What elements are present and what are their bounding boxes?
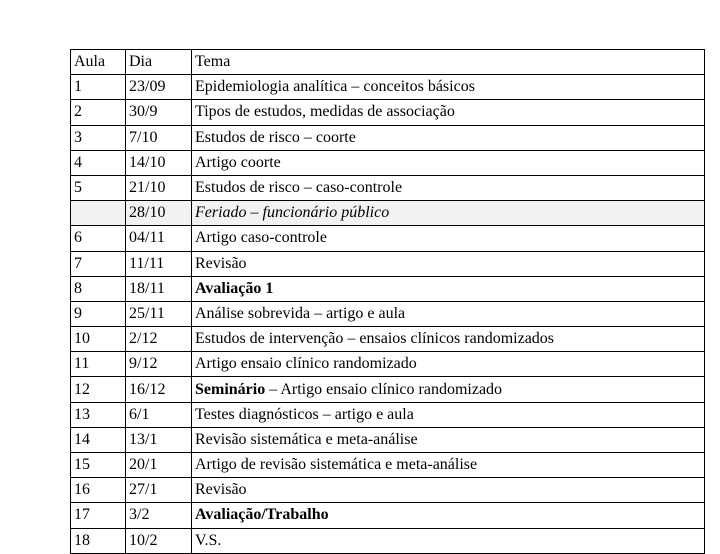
table-row: [71, 528, 705, 553]
tema-text: Artigo caso-controle: [195, 229, 327, 247]
cell-tema: [192, 301, 705, 326]
cell-aula: 2: [71, 100, 126, 125]
tema-text: Estudos de risco – coorte: [195, 128, 356, 146]
cell-tema: [192, 100, 705, 125]
header-aula: Aula: [71, 50, 126, 75]
tema-emphasis: Avaliação/Trabalho: [195, 506, 329, 524]
table-row: [71, 125, 705, 150]
cell-tema: [192, 226, 705, 251]
cell-tema: [192, 201, 705, 226]
tema-text: Artigo ensaio clínico randomizado: [195, 355, 417, 373]
table-row: [71, 453, 705, 478]
table-row: [71, 377, 705, 402]
cell-aula: 3: [71, 125, 126, 150]
header-dia: Dia: [126, 50, 192, 75]
tema-text: Tipos de estudos, medidas de associação: [195, 103, 455, 121]
cell-tema: [192, 478, 705, 503]
schedule-sheet: [70, 49, 704, 554]
tema-text: Estudos de intervenção – ensaios clínicos randomizados: [195, 330, 555, 348]
tema-text: V.S.: [195, 531, 222, 549]
cell-aula: 7: [71, 251, 126, 276]
tema-text: Artigo de revisão sistemática e meta-análise: [195, 456, 478, 474]
table-row: [71, 100, 705, 125]
table-row: [71, 478, 705, 503]
cell-tema: [192, 150, 705, 175]
tema-emphasis: Seminário: [195, 380, 266, 398]
cell-tema: [192, 453, 705, 478]
cell-dia: 16/12: [126, 377, 192, 402]
cell-tema: [192, 175, 705, 200]
cell-tema: [192, 75, 705, 100]
cell-aula: 9: [71, 301, 126, 326]
cell-tema: [192, 125, 705, 150]
cell-dia: 9/12: [126, 352, 192, 377]
cell-aula: 17: [71, 503, 126, 528]
cell-aula: 11: [71, 352, 126, 377]
cell-aula: 5: [71, 175, 126, 200]
cell-aula: [71, 201, 126, 226]
cell-aula: 4: [71, 150, 126, 175]
cell-aula: 10: [71, 327, 126, 352]
tema-text: Feriado – funcionário público: [195, 204, 390, 222]
cell-dia: 25/11: [126, 301, 192, 326]
tema-text: Análise sobrevida – artigo e aula: [195, 304, 406, 322]
tema-text: Epidemiologia analítica – conceitos básicos: [195, 78, 475, 96]
tema-emphasis: Avaliação 1: [195, 279, 274, 297]
cell-dia: 10/2: [126, 528, 192, 553]
cell-tema: [192, 427, 705, 452]
table-row: [71, 427, 705, 452]
cell-aula: 13: [71, 402, 126, 427]
table-row: [71, 226, 705, 251]
table-row: [71, 402, 705, 427]
cell-dia: 04/11: [126, 226, 192, 251]
table-row: [71, 201, 705, 226]
table-row: [71, 75, 705, 100]
cell-dia: 14/10: [126, 150, 192, 175]
cell-dia: 7/10: [126, 125, 192, 150]
cell-tema: [192, 276, 705, 301]
table-row: [71, 276, 705, 301]
table-row: [71, 251, 705, 276]
cell-dia: 27/1: [126, 478, 192, 503]
tema-text: Artigo coorte: [195, 153, 281, 171]
tema-text: Revisão sistemática e meta-análise: [195, 430, 418, 448]
cell-aula: 18: [71, 528, 126, 553]
header-tema: Tema: [192, 50, 705, 75]
cell-tema: [192, 402, 705, 427]
table-row: [71, 503, 705, 528]
table-row: [71, 150, 705, 175]
cell-aula: 8: [71, 276, 126, 301]
tema-text: Revisão: [195, 481, 247, 499]
tema-text: Revisão: [195, 254, 247, 272]
cell-dia: 6/1: [126, 402, 192, 427]
cell-dia: 11/11: [126, 251, 192, 276]
cell-tema: [192, 327, 705, 352]
cell-aula: 12: [71, 377, 126, 402]
table-row: [71, 327, 705, 352]
cell-dia: 2/12: [126, 327, 192, 352]
table-row: [71, 175, 705, 200]
tema-text: Testes diagnósticos – artigo e aula: [195, 405, 414, 423]
cell-tema: [192, 352, 705, 377]
cell-dia: 21/10: [126, 175, 192, 200]
cell-tema: [192, 503, 705, 528]
table-row: [71, 301, 705, 326]
cell-dia: 3/2: [126, 503, 192, 528]
cell-dia: 18/11: [126, 276, 192, 301]
cell-dia: 23/09: [126, 75, 192, 100]
cell-tema: [192, 251, 705, 276]
cell-tema: [192, 528, 705, 553]
cell-dia: 30/9: [126, 100, 192, 125]
schedule-table: [70, 49, 705, 554]
cell-dia: 13/1: [126, 427, 192, 452]
cell-tema: [192, 377, 705, 402]
table-header-row: [71, 50, 705, 75]
cell-dia: 20/1: [126, 453, 192, 478]
table-row: [71, 352, 705, 377]
cell-aula: 1: [71, 75, 126, 100]
cell-aula: 14: [71, 427, 126, 452]
tema-text: Estudos de risco – caso-controle: [195, 179, 403, 197]
cell-dia: 28/10: [126, 201, 192, 226]
tema-text: – Artigo ensaio clínico randomizado: [265, 380, 503, 398]
cell-aula: 6: [71, 226, 126, 251]
cell-aula: 15: [71, 453, 126, 478]
cell-aula: 16: [71, 478, 126, 503]
